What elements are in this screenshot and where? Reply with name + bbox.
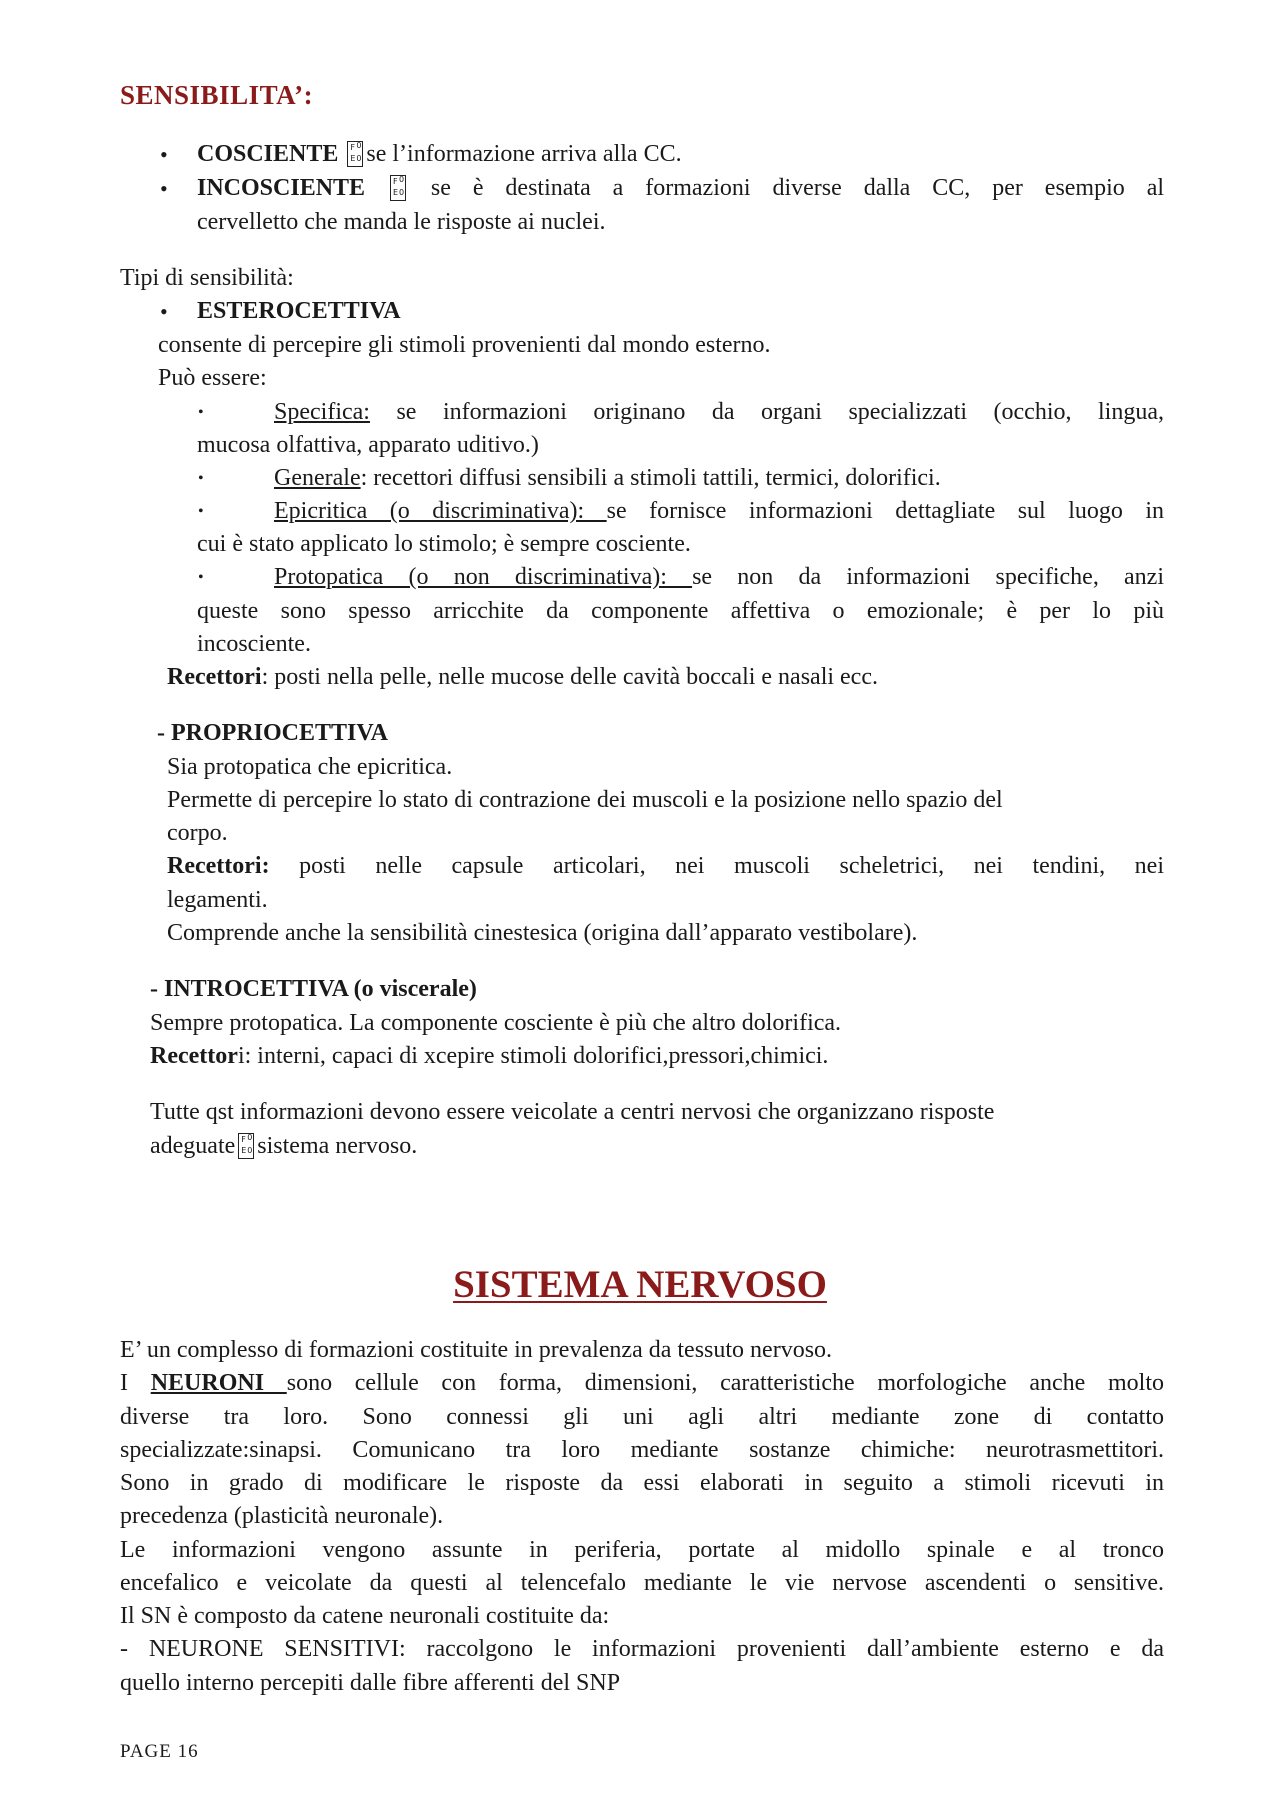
bullet: • xyxy=(198,569,204,586)
specifica-line: Specifica: se informazioni originano da organi specializzati (occhio, lingua, xyxy=(274,399,1164,425)
text-line: Tipi di sensibilità: xyxy=(120,265,294,291)
text-line: Sia protopatica che epicritica. xyxy=(167,754,453,780)
bullet: • xyxy=(160,299,168,324)
text-line: diverse tra loro. Sono connessi gli uni agli altri mediante zone di contatto xyxy=(120,1404,1164,1430)
recettori-line: Recettori: posti nelle capsule articolari, nei muscoli scheletrici, nei tendini, nei xyxy=(167,853,1164,879)
protopatica-line: Protopatica (o non discriminativa): se non da informazioni specifiche, anzi xyxy=(274,564,1164,590)
text-line: precedenza (plasticità neuronale). xyxy=(120,1503,444,1529)
field-code-icon: F 0 E 0 xyxy=(347,141,363,167)
text-line: cui è stato applicato lo stimolo; è sempre cosciente. xyxy=(197,531,691,557)
recettori-line: Recettori: posti nella pelle, nelle mucose delle cavità boccali e nasali ecc. xyxy=(167,664,878,690)
text-line: quello interno percepiti dalle fibre afferenti del SNP xyxy=(120,1670,621,1696)
text-line: encefalico e veicolate da questi al telencefalo mediante le vie nervose ascendenti o sensitive. xyxy=(120,1570,1164,1596)
bullet: • xyxy=(198,470,204,487)
text-line: Sono in grado di modificare le risposte da essi elaborati in seguito a stimoli ricevuti in xyxy=(120,1470,1164,1496)
recettori-line: Recettori: interni, capaci di xcepire stimoli dolorifici,pressori,chimici. xyxy=(150,1043,829,1069)
page-number: PAGE 16 xyxy=(120,1741,199,1762)
incosciente-line: INCOSCIENTE F 0 E 0 se è destinata a formazioni diverse dalla CC, per esempio al xyxy=(197,175,1165,201)
subsection-title: - INTROCETTIVA (o viscerale) xyxy=(150,976,477,1002)
field-code-icon: F 0 E 0 xyxy=(390,175,406,201)
text-line: queste sono spesso arricchite da componente affettiva o emozionale; è per lo più xyxy=(197,598,1164,624)
bullet: • xyxy=(198,404,204,421)
text-line: consente di percepire gli stimoli provenienti dal mondo esterno. xyxy=(158,332,771,358)
term: COSCIENTE xyxy=(197,141,339,167)
text-line: adeguate F 0 E 0 sistema nervoso. xyxy=(150,1133,418,1159)
subsection-title: ESTEROCETTIVA xyxy=(197,298,401,324)
bullet: • xyxy=(160,176,168,201)
text-line: - NEURONE SENSITIVI: raccolgono le informazioni provenienti dall’ambiente esterno e da xyxy=(120,1636,1164,1662)
text-line: corpo. xyxy=(167,820,228,846)
text-line: Comprende anche la sensibilità cinestesica (origina dall’apparato vestibolare). xyxy=(167,920,918,946)
text-line: Tutte qst informazioni devono essere veicolate a centri nervosi che organizzano risposte xyxy=(150,1099,995,1125)
neuroni-line: I NEURONI sono cellule con forma, dimensioni, caratteristiche morfologiche anche molto xyxy=(120,1370,1165,1396)
text-line: cervelletto che manda le risposte ai nuclei. xyxy=(197,209,606,235)
epicritica-line: Epicritica (o discriminativa): se fornisce informazioni dettagliate sul luogo in xyxy=(274,498,1164,524)
text-line: Può essere: xyxy=(158,365,267,391)
text-line: Le informazioni vengono assunte in periferia, portate al midollo spinale e al tronco xyxy=(120,1537,1164,1563)
section-heading: SENSIBILITA’: xyxy=(120,80,314,110)
bullet: • xyxy=(160,142,168,167)
subsection-title: - PROPRIOCETTIVA xyxy=(157,720,388,746)
text-line: Sempre protopatica. La componente cosciente è più che altro dolorifica. xyxy=(150,1010,842,1036)
cosciente-line: COSCIENTE F 0 E 0 se l’informazione arriva alla CC. xyxy=(197,141,682,167)
bullet: • xyxy=(198,503,204,520)
text-line: specializzate:sinapsi. Comunicano tra loro mediante sostanze chimiche: neurotrasmettitori. xyxy=(120,1437,1164,1463)
page-title: SISTEMA NERVOSO xyxy=(453,1263,827,1306)
text-line: Il SN è composto da catene neuronali costituite da: xyxy=(120,1603,610,1629)
field-code-icon: F 0 E 0 xyxy=(238,1133,254,1159)
text-line: mucosa olfattiva, apparato uditivo.) xyxy=(197,432,539,458)
text-line: Permette di percepire lo stato di contrazione dei muscoli e la posizione nello spazio del xyxy=(167,787,1003,813)
text-line: E’ un complesso di formazioni costituite in prevalenza da tessuto nervoso. xyxy=(120,1337,833,1363)
text-line: incosciente. xyxy=(197,631,311,657)
text-line: legamenti. xyxy=(167,887,268,913)
generale-line: Generale: recettori diffusi sensibili a stimoli tattili, termici, dolorifici. xyxy=(274,465,941,491)
